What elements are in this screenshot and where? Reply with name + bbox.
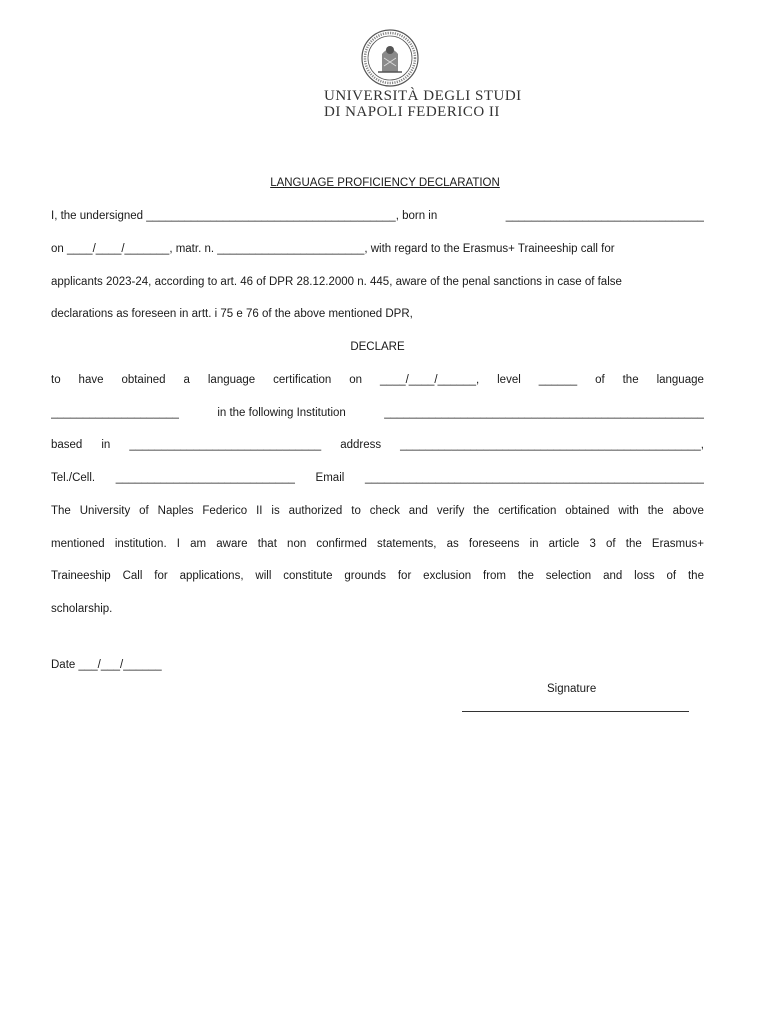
signature-label: Signature — [547, 683, 597, 695]
word: that — [257, 538, 277, 550]
word: aware — [216, 538, 248, 550]
word: the — [473, 505, 490, 517]
declaration-line — [51, 407, 704, 419]
word: authorized — [288, 505, 343, 517]
word: Federico — [202, 505, 248, 517]
word: constitute — [283, 570, 333, 582]
word: is — [271, 505, 280, 517]
word: Tel./Cell. — [51, 472, 96, 484]
line-text: _______________________________ — [505, 210, 704, 222]
signature-line — [462, 711, 689, 712]
word: the — [625, 538, 642, 550]
word: the — [517, 570, 534, 582]
word: the — [647, 505, 664, 517]
word: the — [622, 374, 639, 386]
university-seal-icon — [360, 28, 420, 88]
word: ____________________ — [51, 407, 179, 419]
word: in the following Institution — [217, 407, 346, 419]
word: and — [603, 570, 623, 582]
word: based — [51, 439, 83, 451]
word: _____________________________________________________ — [364, 472, 704, 484]
word: of — [595, 374, 605, 386]
word: selection — [545, 570, 592, 582]
word: check — [369, 505, 400, 517]
word: ______________________________ — [129, 439, 322, 451]
paragraph-line: applicants 2023-24, according to art. 46 of DPR 28.12.2000 n. 445, aware of the penal sanctions in case of false — [51, 276, 622, 288]
word: ____________________________ — [115, 472, 295, 484]
declaration-line — [51, 472, 704, 484]
word: ______ — [538, 374, 578, 386]
word: to — [351, 505, 361, 517]
word: __________________________________________________ — [384, 407, 704, 419]
word: language — [207, 374, 256, 386]
declare-heading: DECLARE — [350, 341, 405, 353]
word: verify — [436, 505, 465, 517]
word: _______________________________________________, — [400, 439, 704, 451]
word: and — [408, 505, 428, 517]
word: as — [446, 538, 459, 550]
word: mentioned — [51, 538, 105, 550]
paragraph-line: on ____/____/_______, matr. n. _______________________, with regard to the Erasmus+ Traineeship call for — [51, 243, 615, 255]
word: address — [340, 439, 382, 451]
declaration-line — [51, 439, 704, 451]
line-text: I, the undersigned _______________________________________, born in — [51, 210, 438, 222]
word: article — [548, 538, 580, 550]
word: 3 — [589, 538, 596, 550]
word: Email — [315, 472, 345, 484]
word: The — [51, 505, 71, 517]
word: loss — [634, 570, 655, 582]
word: will — [255, 570, 272, 582]
word: Call — [122, 570, 143, 582]
word: I — [176, 538, 180, 550]
word: from — [483, 570, 507, 582]
word: Traineeship — [51, 570, 111, 582]
word: certification — [273, 374, 332, 386]
paragraph-line — [51, 210, 704, 222]
word: with — [618, 505, 639, 517]
word: University — [79, 505, 131, 517]
paragraph-line: scholarship. — [51, 603, 113, 615]
word: confirmed — [316, 538, 367, 550]
paragraph-line: declarations as foreseen in artt. i 75 e 76 of the above mentioned DPR, — [51, 308, 413, 320]
paragraph-line — [51, 538, 704, 550]
word: grounds — [344, 570, 386, 582]
word: of — [139, 505, 149, 517]
word: obtained — [121, 374, 166, 386]
word: above — [672, 505, 704, 517]
paragraph-line — [51, 570, 704, 582]
word: on — [349, 374, 363, 386]
date-field: Date ___/___/______ — [51, 659, 162, 671]
document-title: LANGUAGE PROFICIENCY DECLARATION — [270, 177, 500, 189]
word: to — [51, 374, 61, 386]
word: for — [154, 570, 168, 582]
word: II — [256, 505, 263, 517]
word: of — [606, 538, 616, 550]
word: am — [190, 538, 207, 550]
word: for — [397, 570, 412, 582]
word: ____/____/______, — [380, 374, 480, 386]
word: in — [529, 538, 539, 550]
word: certification — [498, 505, 557, 517]
word: foreseens — [468, 538, 520, 550]
word: obtained — [565, 505, 610, 517]
university-name-line2: DI NAPOLI FEDERICO II — [324, 104, 500, 120]
word: language — [656, 374, 704, 386]
word: Naples — [157, 505, 194, 517]
word: exclusion — [423, 570, 472, 582]
word: level — [497, 374, 521, 386]
word: applications, — [179, 570, 244, 582]
word: a — [183, 374, 190, 386]
word: non — [287, 538, 307, 550]
declaration-line — [51, 374, 704, 386]
word: the — [687, 570, 704, 582]
word: in — [101, 439, 111, 451]
word: statements, — [377, 538, 437, 550]
word: Erasmus+ — [651, 538, 704, 550]
word: of — [666, 570, 677, 582]
paragraph-line — [51, 505, 704, 517]
university-name-line1: UNIVERSITÀ DEGLI STUDI — [324, 88, 522, 104]
word: have — [78, 374, 104, 386]
word: institution. — [114, 538, 167, 550]
